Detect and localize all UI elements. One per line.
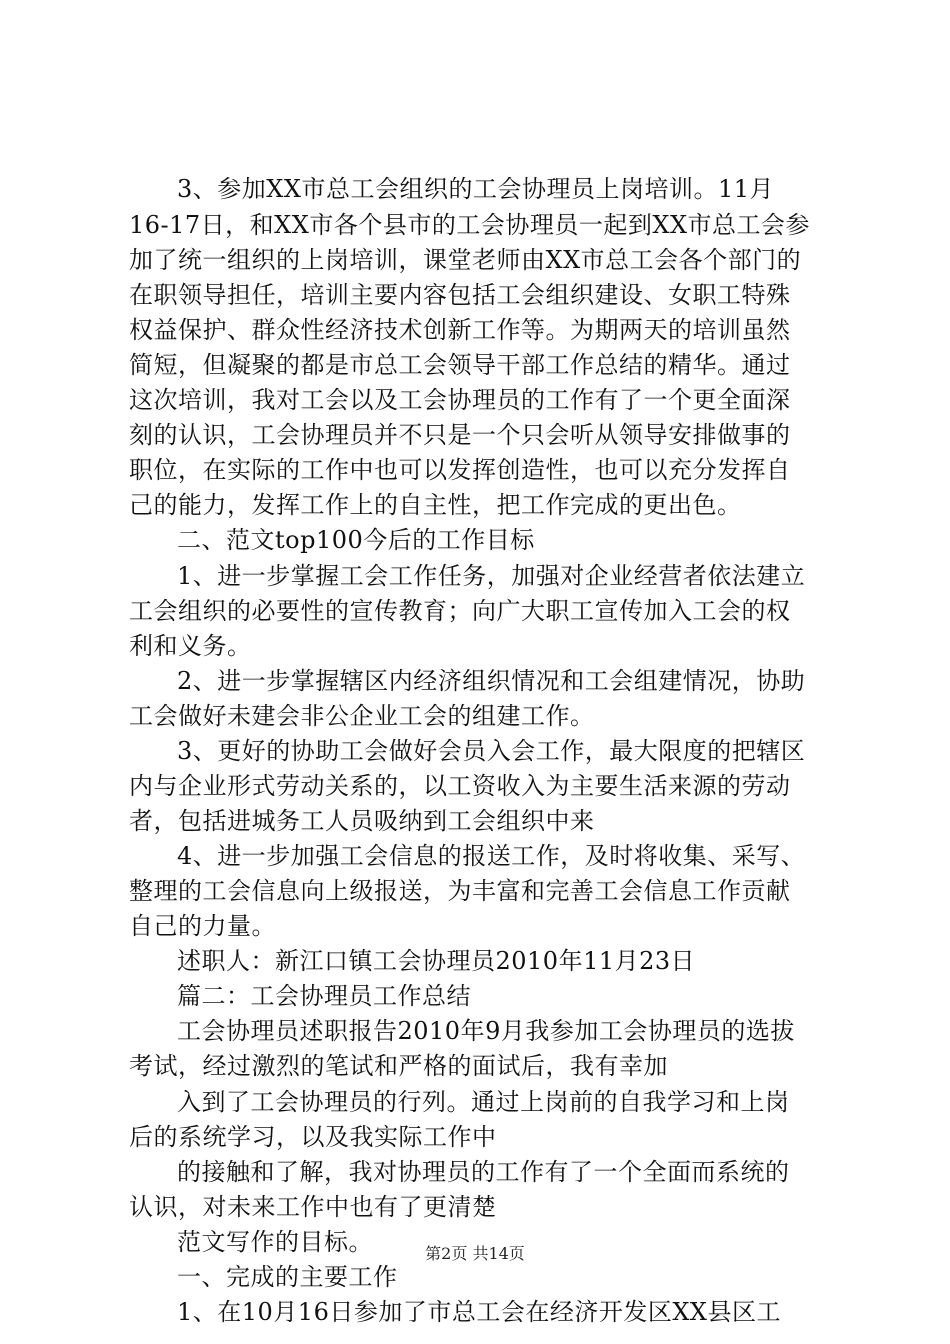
text-line-19: 者，包括进城务工人员吸纳到工会组织中来 [129, 807, 595, 835]
text-line-7: 这次培训，我对工会以及工会协理员的工作有了一个更全面深 [129, 386, 791, 414]
text-line-20: 4、进一步加强工会信息的报送工作，及时将收集、采写、 [177, 842, 806, 870]
text-line-2: 16-17日，和XX市各个县市的工会协理员一起到XX市总工会参 [129, 211, 811, 239]
text-line-22: 自己的力量。 [129, 912, 276, 940]
text-line-3: 加了统一组织的上岗培训，课堂老师由XX市总工会各个部门的 [129, 246, 802, 274]
text-line-16: 工会做好未建会非公企业工会的组建工作。 [129, 702, 595, 730]
text-line-25: 工会协理员述职报告2010年9月我参加工会协理员的选拔 [177, 1017, 795, 1045]
text-line-12: 1、进一步掌握工会工作任务，加强对企业经营者依法建立 [177, 562, 806, 590]
text-line-17: 3、更好的协助工会做好会员入会工作，最大限度的把辖区 [177, 737, 806, 765]
text-line-4: 在职领导担任，培训主要内容包括工会组织建设、女职工特殊 [129, 281, 791, 309]
text-line-21: 整理的工会信息向上级报送，为丰富和完善工会信息工作贡献 [129, 877, 791, 905]
text-line-28: 后的系统学习，以及我实际工作中 [129, 1123, 497, 1151]
text-line-15: 2、进一步掌握辖区内经济组织情况和工会组建情况，协助 [177, 667, 806, 695]
text-line-30: 认识，对未来工作中也有了更清楚 [129, 1193, 497, 1221]
text-line-1: 3、参加XX市总工会组织的工会协理员上岗培训。11月 [177, 175, 774, 203]
text-line-33: 1、在10月16日参加了市总工会在经济开发区XX县区工 [177, 1298, 782, 1326]
text-line-5: 权益保护、群众性经济技术创新工作等。为期两天的培训虽然 [129, 316, 791, 344]
section-heading-part-two: 篇二：工会协理员工作总结 [177, 982, 471, 1010]
text-line-18: 内与企业形式劳动关系的，以工资收入为主要生活来源的劳动 [129, 772, 791, 800]
text-line-26: 考试，经过激烈的笔试和严格的面试后，我有幸加 [129, 1052, 668, 1080]
text-line-9: 职位，在实际的工作中也可以发挥创造性，也可以充分发挥自 [129, 456, 791, 484]
page-number-footer: 第2页 共14页 [425, 1244, 525, 1263]
text-line-8: 刻的认识，工会协理员并不只是一个只会听从领导安排做事的 [129, 421, 791, 449]
text-line-6: 简短，但凝聚的都是市总工会领导干部工作总结的精华。通过 [129, 351, 791, 379]
text-line-29: 的接触和了解，我对协理员的工作有了一个全面而系统的 [177, 1158, 790, 1186]
text-line-31: 范文写作的目标。 [177, 1228, 373, 1256]
section-heading-main-work: 一、完成的主要工作 [177, 1263, 398, 1291]
signature-line: 述职人：新江口镇工会协理员2010年11月23日 [177, 947, 696, 975]
text-line-10: 己的能力，发挥工作上的自主性，把工作完成的更出色。 [129, 491, 742, 519]
text-line-27: 入到了工会协理员的行列。通过上岗前的自我学习和上岗 [177, 1088, 790, 1116]
text-line-13: 工会组织的必要性的宣传教育；向广大职工宣传加入工会的权 [129, 597, 791, 625]
text-line-14: 利和义务。 [129, 632, 252, 660]
section-heading-goals: 二、范文top100今后的工作目标 [177, 526, 535, 554]
